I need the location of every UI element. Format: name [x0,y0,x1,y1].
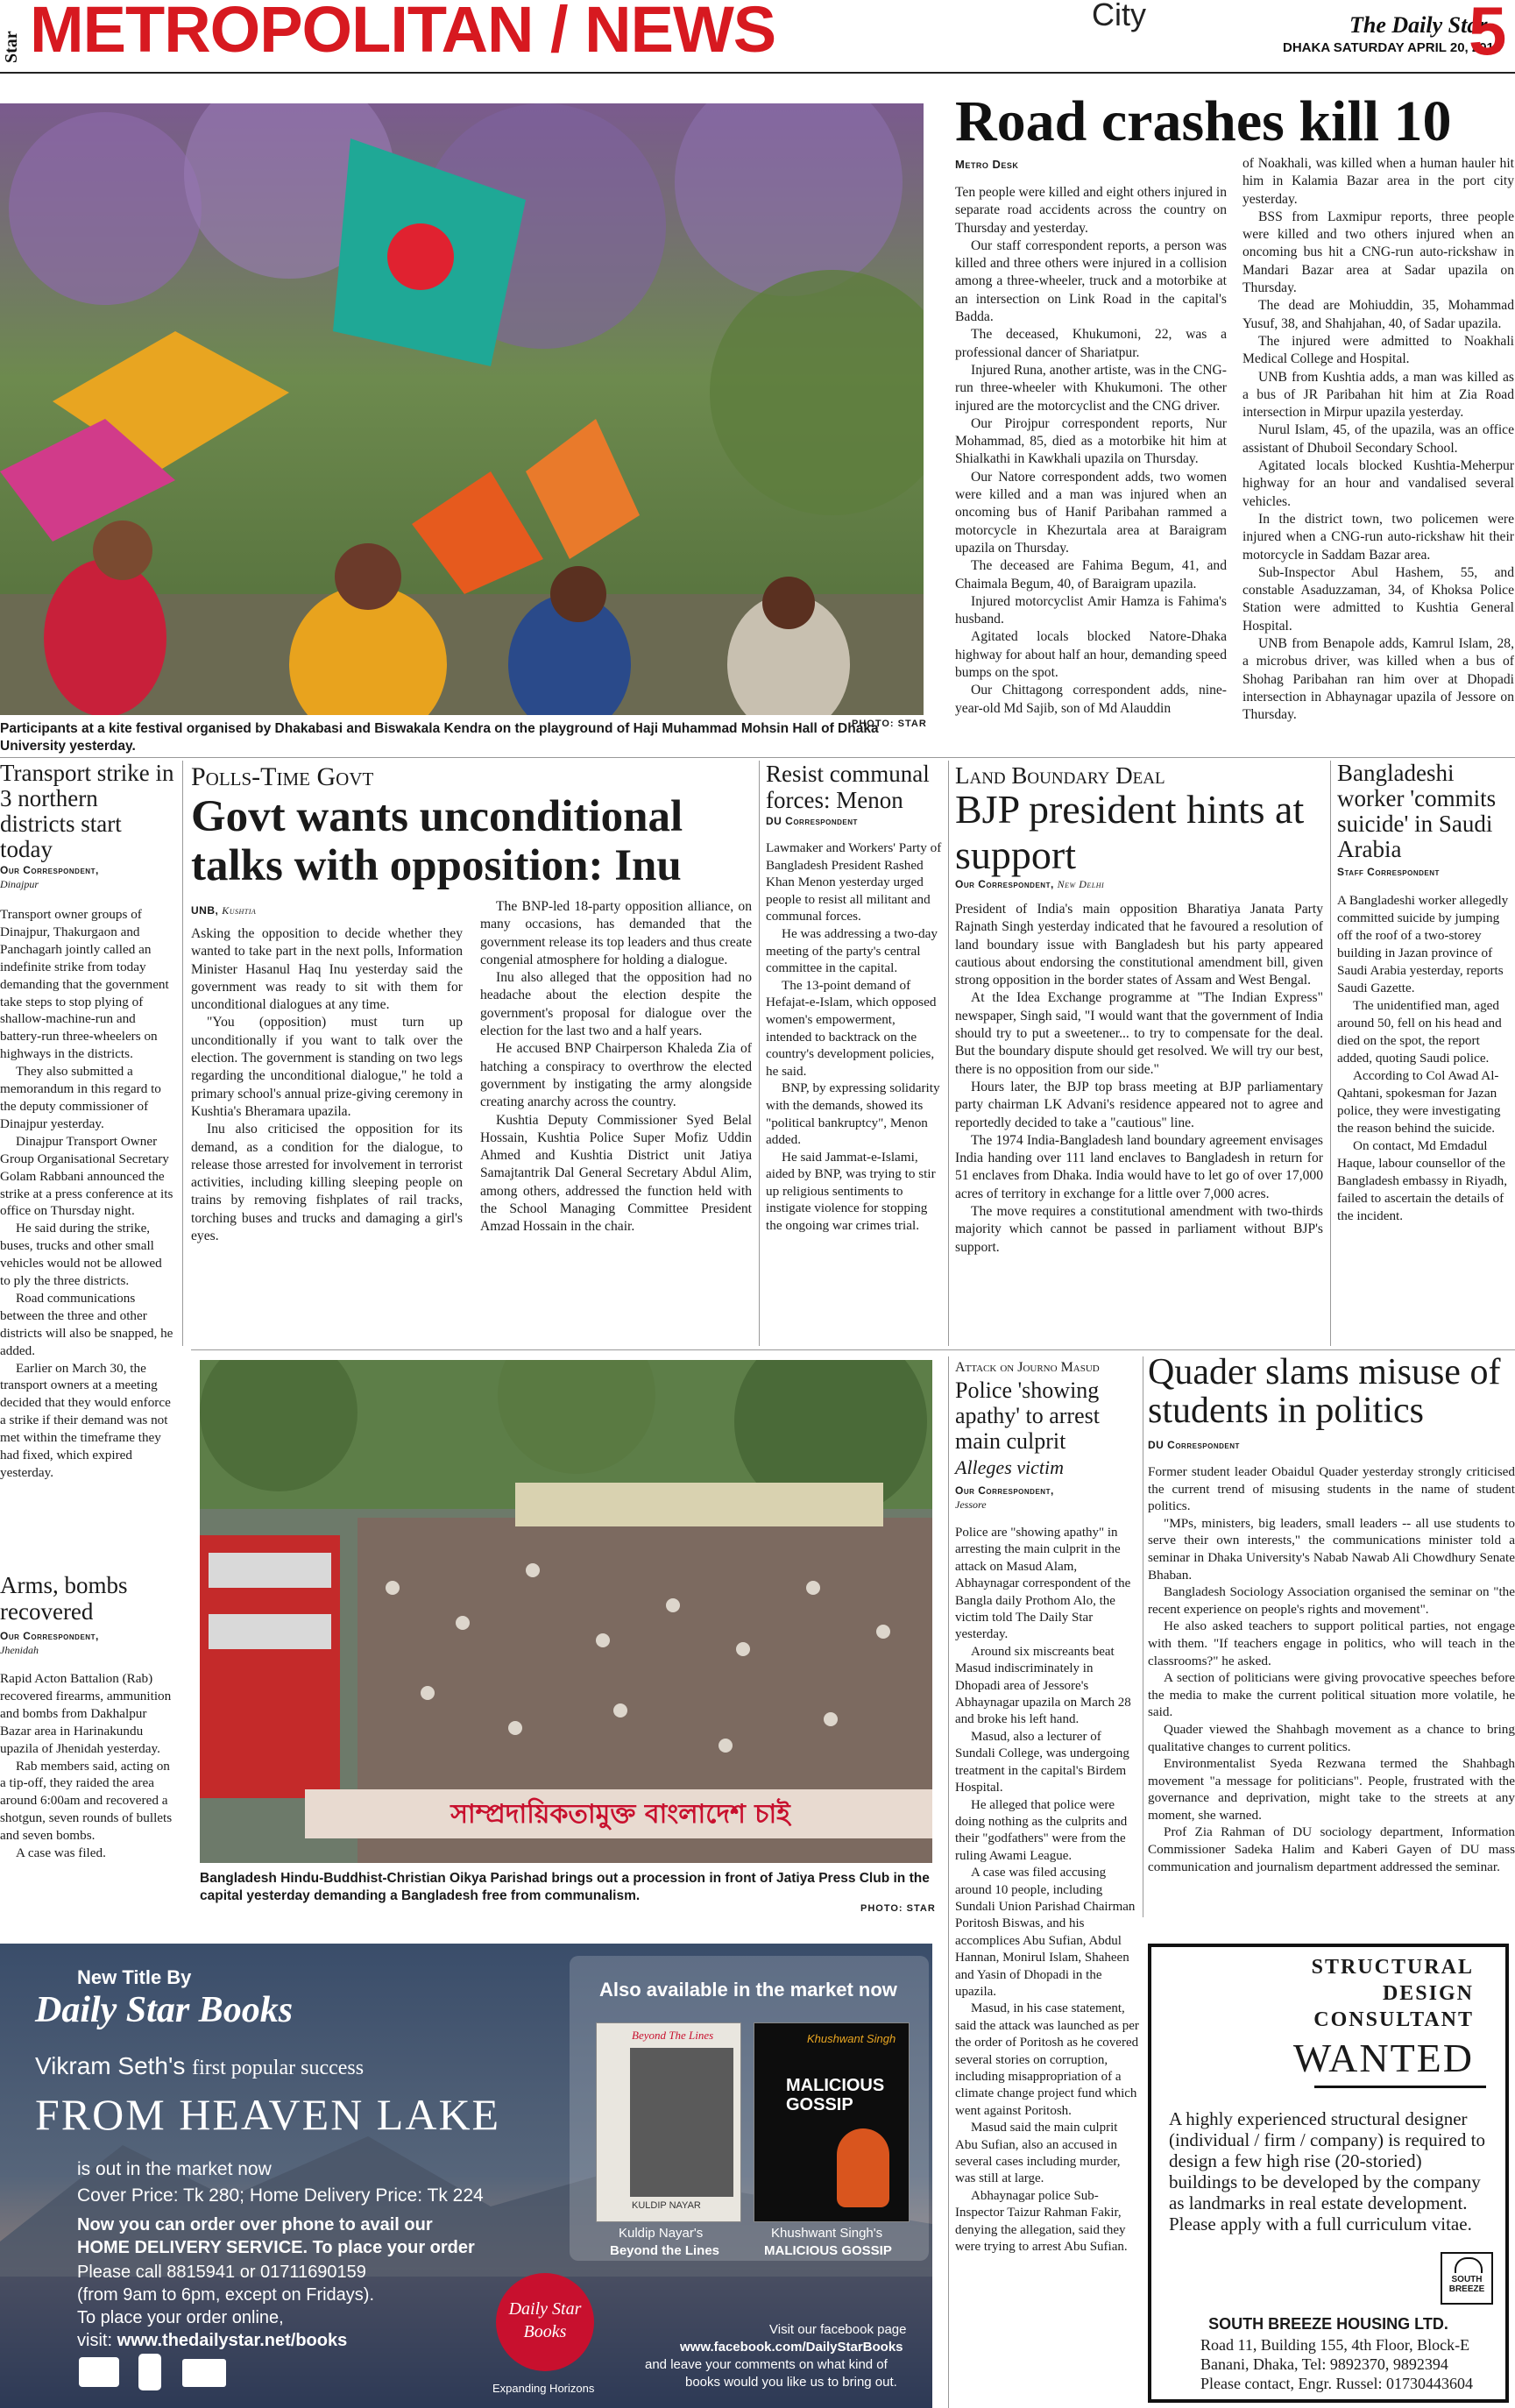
ad-visit-line [77,2331,347,2351]
book1-portrait [630,2048,733,2197]
paragraph: The 13-point demand of Hefajat-e-Islam, which opposed women's empowerment, intended to backtrack on the country's development policies, he said. [766,977,937,1079]
paragraph: He accused BNP Chairperson Khaleda Zia of hatching a conspiracy to overthrow the elected government by instigating the army alongside creating anarchy across the country. [480,1041,752,1110]
dateline: DHAKA SATURDAY APRIL 20, 2013 [1283,40,1502,55]
ad-brand-logo: Daily Star Books [35,1990,294,2030]
job-ad-line-3: CONSULTANT [1313,2008,1474,2031]
ad-contact-icons [79,2354,254,2392]
city-label: City [1092,0,1146,32]
paragraph: President of India's main opposition Bharatiya Janata Party Rajnath Singh yesterday indicated that he favoured a resolution of land boundary issue with Bangladesh but his party appeared cautious about endorsing the constitutional amendment bill, given strong opposition in the border states of Assam and West Bengal. [955,902,1323,988]
inu-kicker: Polls-Time Govt [191,762,374,791]
paragraph: Kushtia Deputy Commissioner Syed Belal Hossain, Kushtia Police Super Mofiz Uddin Ahmed and Kushtia District unit Jatiya Samajtantrik Dal General Secretary Abdul Alim, among others, addressed the function held with the School Managing Committee President Amzad Hossain in the chair. [480,1112,752,1235]
paragraph: At the Idea Exchange programme at "The Indian Express" newspaper, Singh said, "I would want that the government of India should try to put a sweetener... to try to compensate for the deal. But the boundary dispute should get resolved. We will try our best, there is no opposition from our side." [955,990,1323,1077]
book2-cover-author: Khushwant Singh [807,2032,896,2045]
laptop-icon [182,2359,226,2387]
section-title: METROPOLITAN / NEWS [30,0,776,66]
inu-byline [191,904,256,917]
bjp-body [955,901,1323,1257]
road-crashes-col2 [1242,155,1514,725]
job-ad-address-3: Please contact, Engr. Russel: 01730443604 [1200,2375,1473,2392]
kite-festival-photo [0,103,924,715]
book1-caption-1: Kuldip Nayar's [619,2226,704,2241]
logo-line-1: Daily Star [508,2299,582,2319]
byline-text: UNB, [191,904,219,917]
arms-place: Jhenidah [0,1644,39,1656]
transport-strike-byline [0,864,99,876]
paragraph: Asking the opposition to decide whether they wanted to take part in the next polls, Information Minister Hasanul Haq Inu yesterday said the government was ready to sit with them for unconditional dialogues at any time. [191,926,463,1013]
paragraph: Injured Runa, another artiste, was in the CNG-run three-wheeler with Khukumoni. The other injured are the motorcyclist and the CNG driver. [955,362,1227,414]
bjp-kicker: Land Boundary Deal [955,762,1165,789]
paragraph: UNB from Benapole adds, Kamrul Islam, 28, a microbus driver, was killed when a bus of Shohag Paribahan ran him over at Dhopadi intersection in Abhaynagar upazila of Jessore on Thursday. [1242,636,1514,723]
inu-col2 [480,898,752,1236]
paragraph: Police are "showing apathy" in arresting the main culprit in the attack on Masud Alam, Abhaynagar correspondent of the Bangla daily Prothom Alo, the victim told The Daily Star yesterday. [955,1526,1131,1642]
ad-author-line [35,2052,364,2080]
paragraph: Agitated locals blocked Kushtia-Meherpur highway for an hour and vandalised several vehicles. [1242,458,1514,509]
paragraph: The injured were admitted to Noakhali Medical College and Hospital. [1242,333,1514,367]
phone-icon [138,2354,161,2390]
ad-author: Vikram Seth's [35,2052,186,2079]
paragraph: BSS from Laxmipur reports, three people were killed and two others injured when an oncoming bus hit a CNG-run auto-rickshaw in Mandari Bazar area at Sadar upazila on Thursday. [1242,209,1514,296]
book1-cover [596,2022,741,2222]
south-breeze-logo [1441,2252,1493,2305]
paragraph: The move requires a constitutional amendment with two-thirds majority which cannot be passed in parliament without BJP's support. [955,1204,1323,1255]
ad-out-now: is out in the market now [77,2159,272,2179]
paragraph: He was addressing a two-day meeting of the party's central committee in the capital. [766,925,938,976]
ad-author-tail: first popular success [192,2057,365,2079]
job-ad-wanted-underline [1314,2086,1486,2088]
paragraph: The deceased, Khukumoni, 22, was a professional dancer of Shariatpur. [955,327,1227,360]
journo-byline: Our Correspondent, [955,1484,1054,1497]
paragraph: Sub-Inspector Abul Hashem, 55, and constable Asaduzzaman, 34, of Khoksa Police Station were admitted to Kushtia General Hospital. [1242,564,1514,634]
procession-photo [200,1360,932,1863]
paragraph: Environmentalist Syeda Rezwana termed the Shahbagh movement "a message for politicians". People, frustrated with the governance and deprivation, might take to the streets at any moment, she warned. [1148,1756,1515,1823]
paragraph: They also submitted a memorandum in this regard to the deputy commissioner of Dinajpur yesterday. [0,1064,161,1131]
paragraph: The BNP-led 18-party opposition alliance, on many occasions, has demanded that the government release its top leaders and thus create congenial atmosphere for holding a dialogue. [480,899,752,967]
logo-line-2: Books [523,2322,567,2341]
job-ad-address-2: Banani, Dhaka, Tel: 9892370, 9892394 [1200,2355,1448,2373]
book2-caption-1: Khushwant Singh's [771,2226,883,2241]
quader-headline: Quader slams misuse of students in politics [1148,1352,1501,1431]
road-crashes-col1 [955,184,1227,718]
job-ad-company: SOUTH BREEZE HOUSING LTD. [1208,2315,1448,2333]
book2-cover [754,2022,910,2222]
saudi-headline: Bangladeshi worker 'commits suicide' in Saudi Arabia [1337,760,1497,862]
ad-call: Please call 8815941 or 01711690159 [77,2263,366,2282]
ad-order-2: HOME DELIVERY SERVICE. To place your order [77,2238,475,2257]
transport-strike-body [0,906,175,1482]
ad-new-title: New Title By [77,1966,192,1988]
sunburst-icon [1455,2257,1483,2273]
ad-fb-4: books would you like us to bring out. [685,2375,897,2390]
ad-also-available: Also available in the market now [599,1979,897,2001]
paragraph: The deceased are Fahima Begum, 41, and Chaimala Begum, 40, of Baraigram upazila. [955,558,1227,591]
menon-body [766,839,943,1235]
paragraph: Masud, in his case statement, said the attack was launched as per the order of Poritosh as he covered several stories on corruption, including misappropriation of a climate change project fund which went against Poritosh. [955,2001,1139,2118]
paragraph: Earlier on March 30, the transport owners at a meeting decided that they would enforce a strike if their demand was not met within the timeframe they had fixed, which expired yesterday. [0,1360,171,1480]
kite-photo-credit: PHOTO: STAR [852,719,927,729]
transport-strike-place: Dinajpur [0,878,39,890]
bjp-byline [955,878,1104,891]
paragraph: A case was filed accusing around 10 people, including Sundali Union Parishad Chairman Poritosh Biswas, and his accomplices Abu Sufian, Abdul Hannan, Monirul Islam, Shaheen and Yasin of Dhopadi in the upazila. [955,1866,1136,1999]
paragraph: According to Col Awad Al-Qahtani, spokesman for Jazan police, they were investigating the reason behind the suicide. [1337,1068,1501,1136]
paragraph: Our Natore correspondent adds, two women were killed and a man was injured when an oncoming bus of Hanif Paribahan rammed a motorcycle in Khezurtala area at Baraigram upazila on Thursday. [955,469,1227,556]
paragraph: Masud, also a lecturer of Sundali College, was undergoing treatment in the capital's Birdem Hospital. [955,1729,1129,1795]
road-crashes-byline: Metro Desk [955,158,1019,171]
paragraph: Bangladesh Sociology Association organised the seminar on "the recent experience on people's rights and movement". [1148,1584,1515,1617]
paragraph: He said Jammat-e-Islami, aided by BNP, was trying to stir up religious sentiments to instigate violence for stopping the ongoing war crimes trial. [766,1149,936,1234]
paragraph: Rapid Acton Battalion (Rab) recovered firearms, ammunition and bombs from Dakhalpur Bazar area in Harinakundu upazila of Jhenidah yesterday. [0,1671,172,1756]
ad-visit: visit: [77,2331,112,2350]
paragraph: "You (opposition) must turn up unconditionally if you want to talk over the election. The government is standing on two legs regarding the unconditional dialogue," he told a primary school's annual prize-giving ceremony in Kushtia's Bheramara upazila. [191,1015,463,1119]
paragraph: Masud said the main culprit Abu Sufian, also an accused in several cases including murder, was still at large. [955,2121,1121,2186]
ad-online: To place your order online, [77,2308,284,2327]
kite-festival-illustration [0,103,924,715]
inu-col1 [191,925,463,1245]
paragraph: Dinajpur Transport Owner Group Organisational Secretary Golam Rabbani announced the strike at a press conference at its office on Thursday night. [0,1133,173,1219]
paragraph: The unidentified man, aged around 50, fell on his head and died on the spot, the report added, quoting Saudi police. [1337,998,1502,1066]
truck-icon [79,2357,119,2387]
journo-headline: Police 'showing apathy' to arrest main culprit [955,1378,1100,1454]
byline-place: New Delhi [1057,878,1105,890]
ad-fb-1: Visit our facebook page [769,2322,907,2337]
arms-byline: Our Correspondent, [0,1630,99,1642]
job-ad-body: A highly experienced structural designer (individual / firm / company) is required to design a few high rise (20-storied) buildings to be developed by the company as landmarks in real estate development. Please apply with a full curriculum vitae. [1169,2108,1485,2234]
structural-designer-ad [1148,1944,1509,2403]
ad-url[interactable]: www.thedailystar.net/books [117,2331,348,2350]
book2-cover-title: MALICIOUS GOSSIP [786,2076,885,2114]
ad-book-title: FROM HEAVEN LAKE [35,2090,501,2139]
arms-body [0,1670,175,1862]
paper-name: The Daily Star [1349,12,1488,38]
saudi-byline: Staff Correspondent [1337,866,1440,878]
paragraph: In the district town, two policemen were injured when a CNG-run auto-rickshaw hit their motorcycle in Saddam Bazar area. [1242,511,1514,563]
job-ad-line-1: STRUCTURAL [1311,1956,1474,1979]
book2-caption-2: MALICIOUS GOSSIP [764,2243,892,2258]
paragraph: Injured motorcyclist Amir Hamza is Fahima's husband. [955,593,1227,627]
paragraph: Our staff correspondent reports, a person was killed and three others were injured in a collision among a three-wheeler, truck and a motorbike at an intersection on Link Road in the capital's Badda. [955,237,1227,325]
paragraph: Agitated locals blocked Natore-Dhaka highway for about half an hour, demanding speed bumps on the spot. [955,629,1227,681]
bjp-headline: BJP president hints at support [955,787,1305,877]
journo-place: Jessore [955,1498,987,1511]
paragraph: Nurul Islam, 45, of the upazila, was an office assistant of Dhuboil Secondary School. [1242,422,1514,456]
book1-cover-title: Beyond The Lines [632,2029,714,2042]
paragraph: of Noakhali, was killed when a human hauler hit him in Kalamia Bazar area in the port city yesterday. [1242,156,1514,207]
paragraph: He said during the strike, buses, trucks and other small vehicles would not be allowed to ply the three districts. [0,1221,162,1289]
arms-headline: Arms, bombs recovered [0,1572,128,1625]
ad-price: Cover Price: Tk 280; Home Delivery Price: Tk 224 [77,2185,484,2206]
transport-strike-headline: Transport strike in 3 northern districts start today [0,760,174,862]
paragraph: A Bangladeshi worker allegedly committed suicide by jumping off the roof of a two-storey building in Jazan province of Saudi Arabia yesterday, reports Saudi Gazette. [1337,893,1509,995]
journo-body [955,1525,1139,2256]
ad-fb-2[interactable]: www.facebook.com/DailyStarBooks [680,2340,903,2355]
byline-text: Our Correspondent, [0,864,99,876]
paragraph: "MPs, ministers, big leaders, small leaders -- all use students to serve their own interests," the communications minister told a seminar in Dhaka University's Nabab Nawab Ali Chowdhury Senate Bhaban. [1148,1515,1515,1583]
paragraph: Hours later, the BJP top brass meeting at BJP parliamentary party chairman LK Advani's residence appeared not to agree and reportedly decided to take a "cautious" line. [955,1079,1323,1130]
ad-fb-3: and leave your comments on what kind of [645,2357,888,2372]
ad-hours: (from 9am to 6pm, except on Fridays). [77,2285,375,2305]
paragraph: Inu also alleged that the opposition had no headache about the election despite the government's proposal for dialogue over the election for the last two and a half years. [480,970,752,1039]
inu-headline: Govt wants unconditional talks with opposition: Inu [191,792,683,890]
paragraph: Former student leader Obaidul Quader yesterday strongly criticised the current trend of misusing students in the name of student politics. [1148,1464,1515,1514]
paragraph: A case was filed. [16,1845,106,1861]
ad-order-1: Now you can order over phone to avail our [77,2215,433,2234]
daily-star-books-logo [496,2273,594,2371]
paragraph: Prof Zia Rahman of DU sociology department, Information Commissioner Sadeka Halim and Kaberi Gayen of DU mass communication and journalism department addressed the seminar. [1148,1824,1515,1874]
job-ad-line-2: DESIGN [1382,1982,1474,2005]
star-logo-mark: Star [2,31,21,63]
paragraph: Our Pirojpur correspondent reports, Nur Mohammad, 85, died as a motorbike hit him at Shialkathi in Kawkhali upazila on Thursday. [955,415,1227,467]
paragraph: Rab members said, acting on a tip-off, they raided the area around 6:00am and recovered a shotgun, seven rounds of bullets and seven bombs. [0,1758,173,1844]
paragraph: Around six miscreants beat Masud indiscriminately in Dhopadi area of Jessore's Abhaynagar upazila on March 28 and broke his left hand. [955,1644,1131,1727]
paragraph: BNP, by expressing solidarity with the demands, showed its "political bankruptcy", Menon added. [766,1080,940,1148]
page-number: 5 [1469,0,1507,69]
quader-byline: DU Correspondent [1148,1439,1240,1451]
saudi-body [1337,892,1512,1225]
ad-tagline: Expanding Horizons [492,2382,595,2395]
logo-text: SOUTH BREEZE [1448,2275,1485,2294]
byline-text: Our Correspondent, [955,878,1054,890]
quader-body [1148,1463,1515,1875]
paragraph: Lawmaker and Workers' Party of Bangladesh President Rashed Khan Menon yesterday urged people to resist all militant and communal forces. [766,840,942,924]
paragraph: Ten people were killed and eight others injured in separate road accidents across the country on Thursday and yesterday. [955,185,1227,236]
book1-caption-2: Beyond the Lines [610,2243,720,2258]
procession-photo-caption: Bangladesh Hindu-Buddhist-Christian Oikya Parishad brings out a procession in front of Jatiya Press Club in the capital yesterday demanding a Bangladesh free from communalism. [200,1871,930,1903]
journo-kicker: Attack on Journo Masud [955,1360,1100,1375]
paragraph: Our Chittagong correspondent adds, nine-year-old Md Sajib, son of Md Alauddin [955,683,1227,716]
paragraph: The dead are Mohiuddin, 35, Mohammad Yusuf, 38, and Shahjahan, 40, of Sadar upazila. [1242,298,1514,331]
journo-deck: Alleges victim [955,1456,1065,1478]
book2-illustration [837,2128,889,2207]
road-crashes-headline: Road crashes kill 10 [955,89,1452,153]
paragraph: He alleged that police were doing nothing as the culprits and their "godfathers" were from the ruling Awami League. [955,1797,1128,1863]
paragraph: On contact, Md Emdadul Haque, labour counsellor of the Bangladesh embassy in Riyadh, failed to ascertain the details of the incident. [1337,1138,1508,1223]
paragraph: Quader viewed the Shahbagh movement as a chance to bring qualitative changes to current politics. [1148,1721,1515,1754]
procession-photo-credit: PHOTO: STAR [860,1903,936,1914]
paragraph: UNB from Kushtia adds, a man was killed as a bus of JR Paribahan hit him at Zia Road intersection in Mirpur upazila yesterday. [1242,369,1514,421]
byline-place: Kushtia [222,904,257,917]
paragraph: Abhaynagar police Sub-Inspector Taizur Rahman Fakir, denying the allegation, said they were trying to arrest Abu Sufian. [955,2188,1128,2255]
kite-photo-caption: Participants at a kite festival organised by Dhakabasi and Biswakala Kendra on the playground of Haji Muhammad Mohsin Hall of Dhaka University yesterday. [0,721,879,754]
paragraph: He also asked teachers to support political parties, not engage with them. "If teachers engage in politics, who will teach in the classrooms?" he asked. [1148,1618,1515,1668]
job-ad-address-1: Road 11, Building 155, 4th Floor, Block-E [1200,2336,1470,2354]
paragraph: The 1974 India-Bangladesh land boundary agreement envisages India handing over 111 land enclaves to Bangladesh in return for 51 enclaves from Dhaka. India would have to let go of over 17,000 acres of territory in exchange for a little over 7,000 acres. [955,1132,1323,1201]
book1-cover-author: KULDIP NAYAR [632,2200,701,2211]
menon-headline: Resist communal forces: Menon [766,761,930,813]
svg-text:সাম্প্রদায়িকতামুক্ত বাংলাদেশ: সাম্প্রদায়িকতামুক্ত বাংলাদেশ চাই [450,1799,790,1830]
menon-byline: DU Correspondent [766,815,858,827]
procession-illustration [200,1360,932,1863]
paragraph: Transport owner groups of Dinajpur, Thakurgaon and Panchagarh jointly called an indefinite strike from today demanding that the government take steps to stop plying of shallow-machine-run and battery-run three-wheelers on highways in the districts. [0,907,169,1062]
job-ad-wanted: WANTED [1292,2036,1474,2080]
paragraph: Road communications between the three and other districts will also be snapped, he added. [0,1290,173,1358]
daily-star-books-ad [0,1944,932,2408]
paragraph: A section of politicians were giving provocative speeches before the media to make the current political situation more volatile, he said. [1148,1670,1515,1720]
paragraph: Inu also criticised the opposition for its demand, as a condition for the dialogue, to release those arrested for involvement in terrorist activities, including killing sleeping people on trains by removing fishplates of rail tracks, torching buses and trucks and damaging a girl's eyes. [191,1122,463,1244]
masthead [0,0,1515,75]
